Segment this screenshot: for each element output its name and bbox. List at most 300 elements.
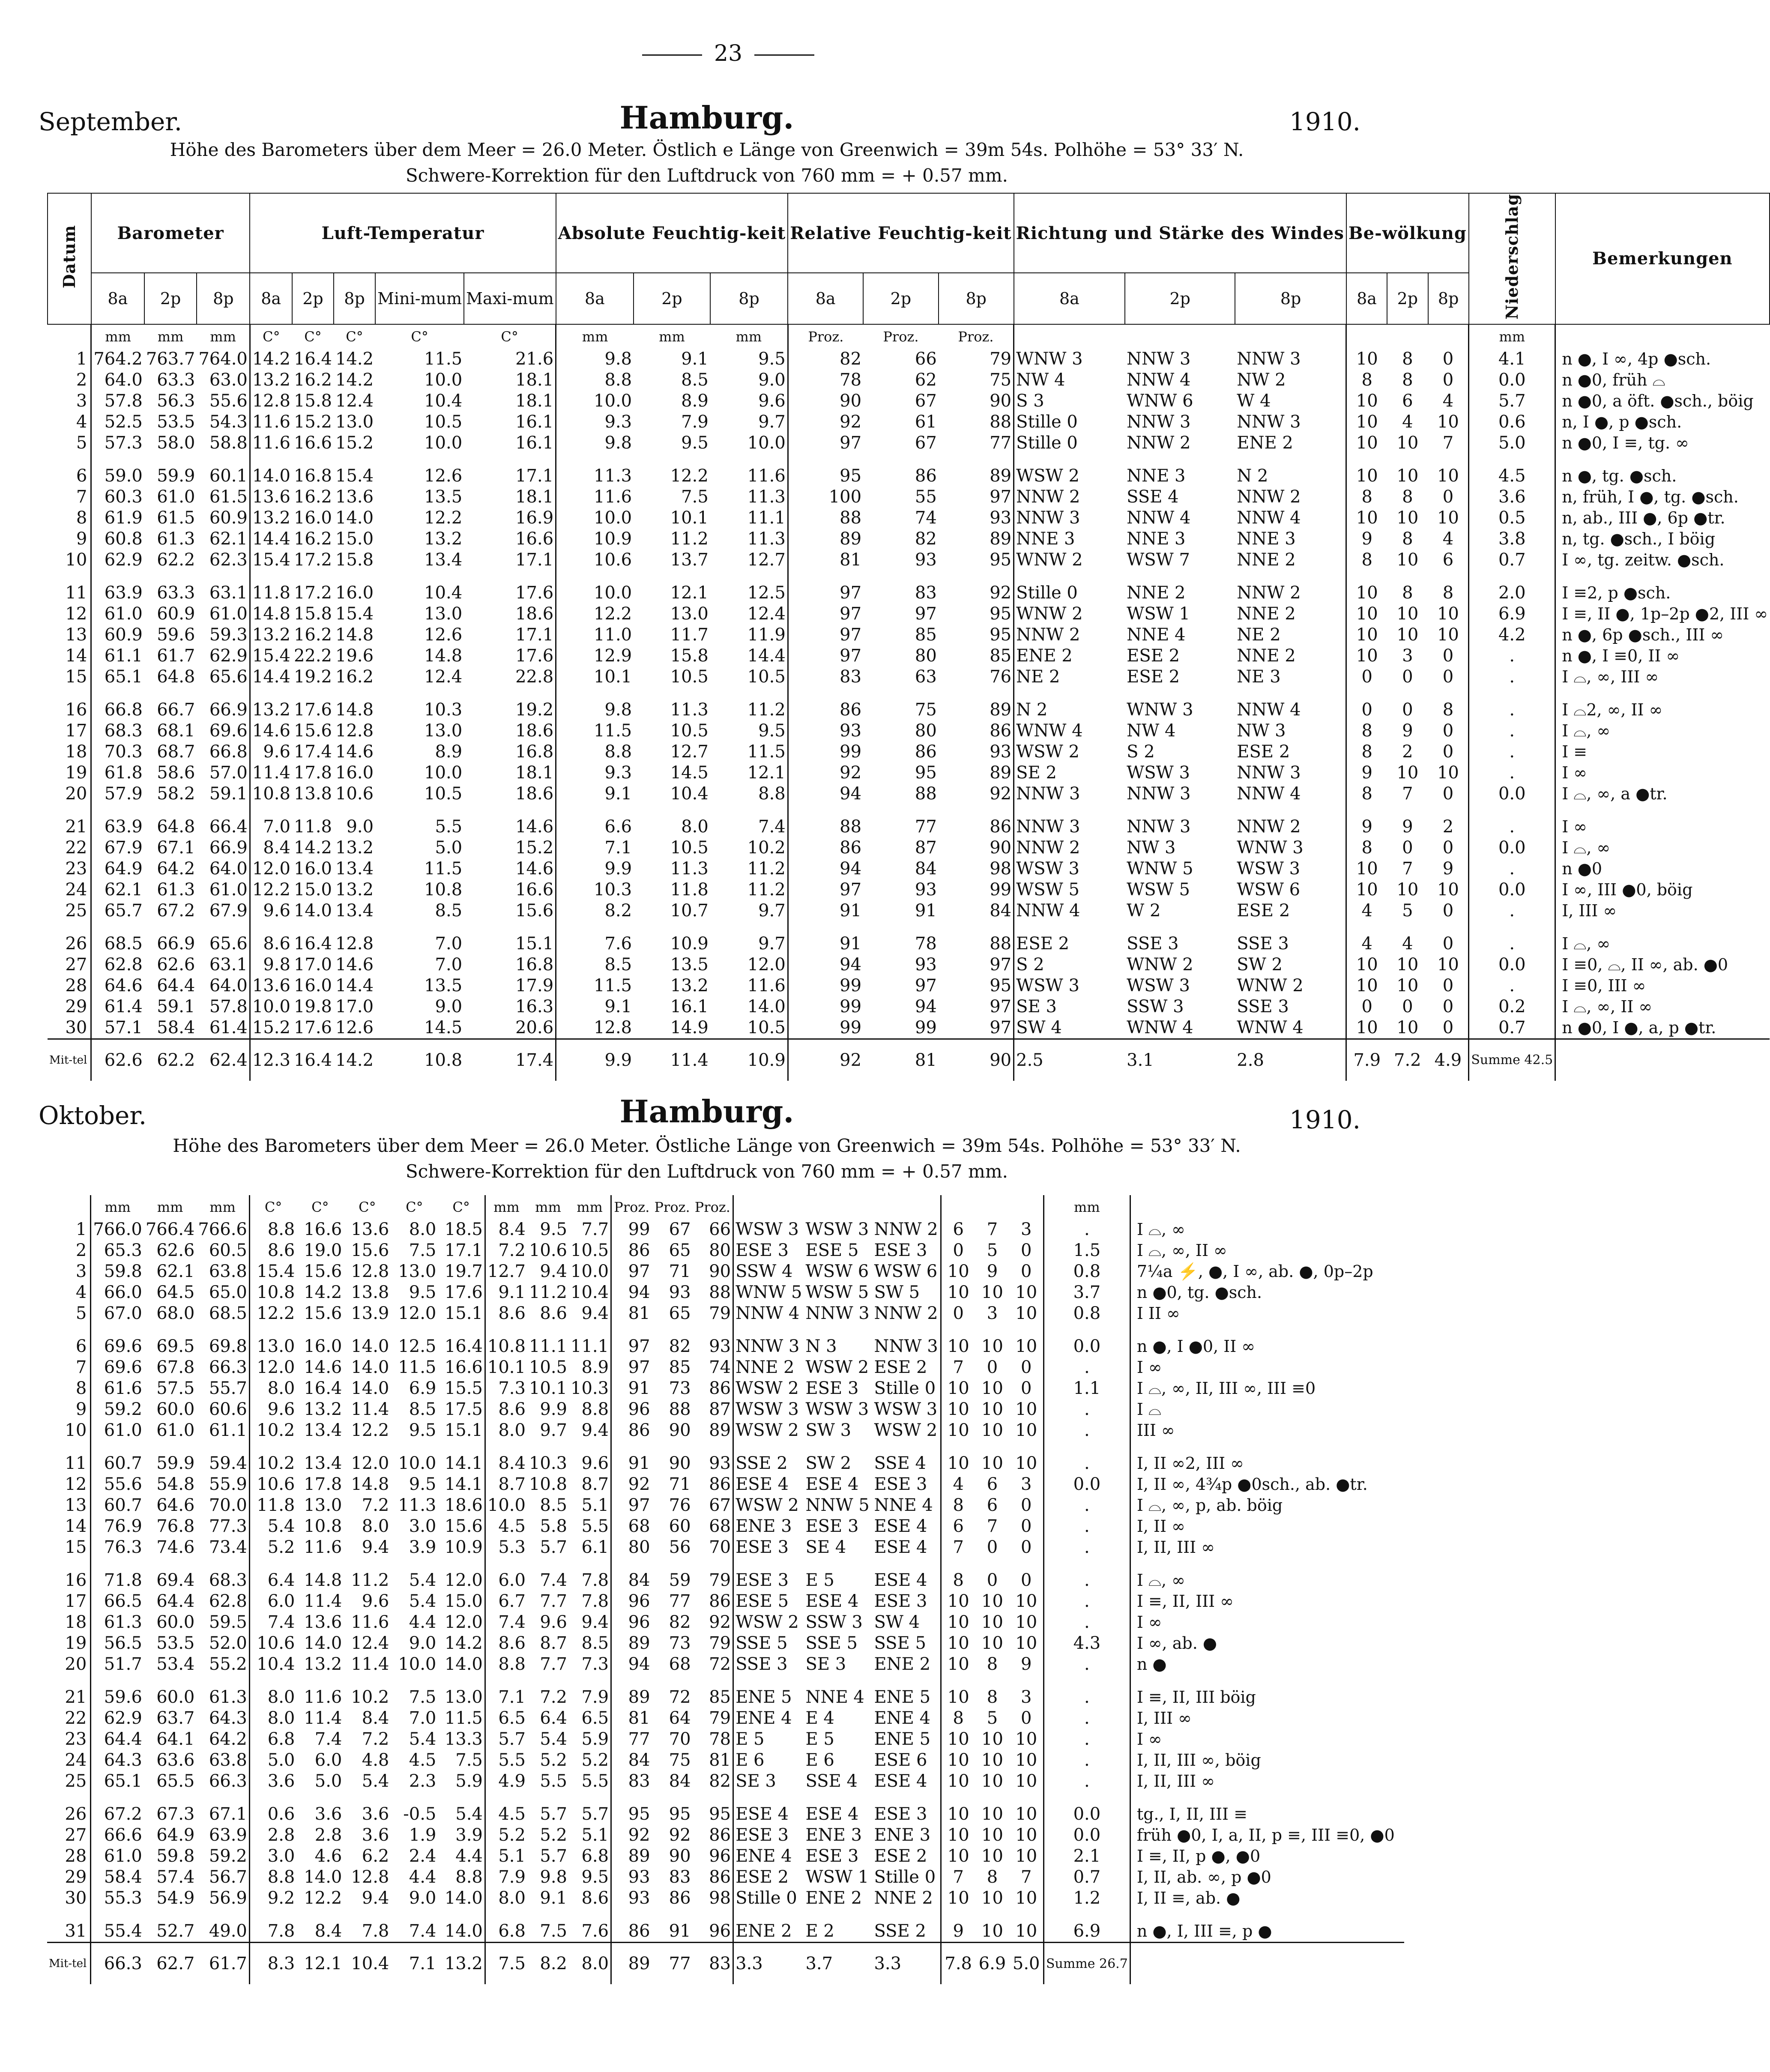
table-row <box>47 1570 1404 1591</box>
value-cell: 11.2 <box>351 1570 389 1590</box>
value-cell: 7 <box>1402 783 1413 804</box>
value-cell: 86 <box>709 1591 731 1611</box>
value-cell: 15.1 <box>515 933 554 954</box>
value-cell: 10.5 <box>747 1017 786 1037</box>
value-cell: 5.2 <box>540 1825 567 1845</box>
gap-cell <box>47 1324 91 1336</box>
value-cell: 12.6 <box>424 625 463 645</box>
mean-cell: 62.2 <box>144 1039 197 1081</box>
value-cell: E 6 <box>733 1750 804 1771</box>
gap-cell <box>872 1909 941 1921</box>
gap-cell <box>652 1909 693 1921</box>
remark-cell: I ≡, II, p ●, ●0 <box>1130 1846 1404 1867</box>
value-cell: 10 <box>941 1282 975 1303</box>
value-cell: 10 <box>1015 1921 1037 1941</box>
value-cell: 60 <box>669 1516 691 1536</box>
value-cell: 15.0 <box>444 1591 483 1611</box>
value-cell: 9.8 <box>556 349 634 370</box>
table-row <box>48 391 1770 412</box>
value-cell: 0 <box>1402 700 1413 720</box>
value-cell: 64 <box>669 1708 691 1728</box>
value-cell: 2 <box>1402 741 1413 762</box>
gap-cell <box>652 1324 693 1336</box>
value-cell: 5 <box>1402 900 1413 921</box>
table-row <box>48 900 1770 921</box>
table-row <box>47 1282 1404 1303</box>
value-cell: 0.5 <box>1469 508 1555 529</box>
gap-cell <box>872 1675 941 1687</box>
gap-cell <box>1235 454 1346 466</box>
mean-cell: 92 <box>788 1039 863 1081</box>
value-cell: 60.0 <box>156 1687 195 1707</box>
sub-2p: 2p <box>1125 273 1235 324</box>
value-cell: 14.5 <box>670 762 709 783</box>
value-cell: 66.7 <box>157 700 195 720</box>
value-cell: 10 <box>981 1750 1003 1770</box>
value-cell: ESE 3 <box>874 1474 927 1494</box>
value-cell: 7.4 <box>249 1612 296 1633</box>
value-cell: 59.1 <box>157 996 195 1017</box>
gap-cell <box>788 688 863 700</box>
value-cell: ENE 4 <box>733 1846 804 1867</box>
value-cell: 91 <box>611 1378 652 1399</box>
remark-cell: n, tg. ●sch., I böig <box>1555 529 1770 550</box>
value-cell: 80 <box>915 721 937 741</box>
gap-cell <box>872 1441 941 1453</box>
value-cell: 11.8 <box>670 879 709 900</box>
value-cell: 8 <box>987 1867 998 1887</box>
value-cell: 2 <box>1442 816 1454 837</box>
value-cell: 7.2 <box>485 1240 527 1261</box>
value-cell: 0.0 <box>1043 1804 1130 1825</box>
value-cell: SW 4 <box>874 1612 920 1632</box>
remark-cell: I ∞ <box>1555 816 1770 837</box>
value-cell: 7.5 <box>681 487 709 507</box>
gap-cell <box>1125 571 1235 583</box>
table-row <box>47 1921 1404 1943</box>
gap-cell <box>196 1441 249 1453</box>
gap-cell <box>144 1558 197 1570</box>
value-cell: 9.6 <box>581 1453 609 1473</box>
value-cell: 67 <box>669 1220 691 1239</box>
table-row <box>48 550 1770 571</box>
value-cell: 62.3 <box>209 550 248 570</box>
value-cell: 10 <box>981 1846 1003 1866</box>
value-cell: 16.8 <box>293 466 332 486</box>
day-cell: 11 <box>65 583 87 603</box>
value-cell: 62.1 <box>91 879 144 900</box>
value-cell: 0 <box>1442 783 1454 804</box>
value-cell: 10 <box>941 1453 975 1474</box>
value-cell: 14.4 <box>250 529 292 550</box>
table-row <box>47 1495 1404 1516</box>
gap-cell <box>652 1792 693 1804</box>
value-cell: 9.5 <box>581 1867 609 1887</box>
value-cell: 8.6 <box>250 933 292 954</box>
value-cell: 10 <box>1396 550 1419 570</box>
value-cell: 9 <box>987 1262 998 1281</box>
value-cell: 14.2 <box>335 349 374 369</box>
value-cell: 83 <box>611 1771 652 1792</box>
value-cell: 8.8 <box>455 1867 483 1887</box>
unit-cell: Proz. <box>958 328 994 345</box>
value-cell: 8.8 <box>556 741 634 762</box>
value-cell: 13.6 <box>335 487 374 507</box>
value-cell: 80 <box>915 646 937 666</box>
value-cell: SSE 3 <box>733 1654 804 1675</box>
value-cell: 61.3 <box>91 1612 144 1633</box>
value-cell: 54.8 <box>156 1474 195 1494</box>
value-cell: 56 <box>669 1537 691 1557</box>
value-cell: 0.7 <box>1469 550 1555 571</box>
value-cell: 4.2 <box>1469 625 1555 646</box>
value-cell: 7.9 <box>485 1867 527 1888</box>
value-cell: 12.0 <box>250 858 292 879</box>
value-cell: 1.5 <box>1043 1240 1130 1261</box>
unit-cell: C° <box>411 328 428 345</box>
value-cell: ESE 3 <box>874 1241 927 1260</box>
value-cell: 10 <box>941 1591 975 1612</box>
value-cell: E 2 <box>805 1921 834 1941</box>
value-cell: WNW 5 <box>1127 858 1193 879</box>
day-cell: 1 <box>75 1220 87 1239</box>
value-cell: 57.9 <box>91 783 144 804</box>
value-cell: 10.7 <box>670 900 709 921</box>
unit-row <box>48 324 1770 349</box>
remark-cell: I ≡, II ●, 1p–2p ●2, III ∞ <box>1555 604 1770 625</box>
value-cell: 17.4 <box>293 741 332 762</box>
value-cell: 10.2 <box>249 1453 296 1474</box>
value-cell: 5.5 <box>485 1750 527 1771</box>
unit-cell: mm <box>1469 324 1555 349</box>
sub-8a: 8a <box>788 273 863 324</box>
value-cell: 60.9 <box>157 604 195 624</box>
value-cell: 6 <box>987 1474 998 1494</box>
value-cell: 64.2 <box>157 858 195 879</box>
gap-cell <box>334 571 375 583</box>
value-cell: 9 <box>1020 1654 1032 1674</box>
value-cell: 3.7 <box>1043 1282 1130 1303</box>
value-cell: 67.8 <box>156 1357 195 1377</box>
value-cell: 9.7 <box>540 1420 567 1440</box>
value-cell: 10 <box>941 1420 975 1441</box>
value-cell: 3.6 <box>249 1771 296 1792</box>
value-cell: 16.0 <box>304 1336 342 1356</box>
gap-cell <box>1014 688 1125 700</box>
day-cell: 27 <box>65 954 87 975</box>
value-cell: 91 <box>611 1453 652 1474</box>
remark-cell: n ●, I ●0, II ∞ <box>1130 1336 1404 1357</box>
unit-cell <box>1130 1195 1404 1219</box>
value-cell: 95 <box>990 975 1012 996</box>
gap-cell <box>872 1324 941 1336</box>
value-cell: ESE 3 <box>733 1825 804 1846</box>
gap-cell <box>197 688 250 700</box>
value-cell: 10 <box>981 1378 1003 1398</box>
value-cell: 97 <box>990 487 1012 507</box>
value-cell: 62.2 <box>157 550 195 570</box>
gap-cell <box>1235 804 1346 816</box>
value-cell: 6.4 <box>249 1570 296 1591</box>
table-row <box>48 783 1770 804</box>
remark-cell: I ≡, II, III böig <box>1130 1687 1404 1708</box>
value-cell: 8.0 <box>362 1516 389 1536</box>
value-cell: NW 4 <box>1014 370 1125 391</box>
day-cell: 25 <box>65 900 87 921</box>
value-cell: WSW 3 <box>805 1399 869 1419</box>
value-cell: NNW 2 <box>874 1220 938 1239</box>
value-cell: 10 <box>941 1687 975 1708</box>
value-cell: 13.4 <box>424 550 463 570</box>
value-cell: 14.0 <box>335 508 374 528</box>
table-row <box>48 741 1770 762</box>
value-cell: 95 <box>788 466 863 487</box>
value-cell: 11.1 <box>747 508 786 528</box>
value-cell: NNW 2 <box>874 1304 938 1323</box>
value-cell: 8.0 <box>409 1220 437 1239</box>
value-cell: 88 <box>709 1283 731 1302</box>
value-cell: ESE 3 <box>805 1516 859 1536</box>
value-cell: SE 3 <box>805 1654 846 1674</box>
value-cell: NNW 3 <box>1127 412 1191 432</box>
value-cell: 60.7 <box>91 1453 144 1474</box>
value-cell: 7.0 <box>250 816 292 837</box>
gap-cell <box>710 921 788 933</box>
table-row <box>47 1888 1404 1909</box>
table-row <box>48 349 1770 370</box>
remark-cell: n ●0 <box>1555 858 1770 879</box>
value-cell: 85 <box>990 646 1012 666</box>
value-cell: 10.2 <box>747 837 786 858</box>
value-cell: 96 <box>709 1921 731 1941</box>
value-cell: 17.6 <box>515 583 554 603</box>
value-cell: 10.0 <box>556 508 634 529</box>
value-cell: 10 <box>941 1261 975 1282</box>
gap-cell <box>438 1441 485 1453</box>
mean-cell: 3.7 <box>804 1943 872 1985</box>
value-cell: 9.6 <box>758 391 786 411</box>
value-cell: 14.0 <box>304 1867 342 1887</box>
value-cell: 13.8 <box>351 1283 389 1302</box>
value-cell: 0.0 <box>1469 783 1555 804</box>
gap-cell <box>375 454 464 466</box>
value-cell: 12.6 <box>335 1017 374 1037</box>
value-cell: ESE 4 <box>805 1591 859 1611</box>
value-cell: NNW 4 <box>1127 508 1191 528</box>
value-cell: 14.0 <box>304 1633 342 1653</box>
value-cell: 0 <box>941 1240 975 1261</box>
value-cell: 9.4 <box>540 1262 567 1281</box>
value-cell: 18.1 <box>515 762 554 783</box>
value-cell: 5.4 <box>409 1591 437 1611</box>
value-cell: 57.0 <box>209 762 248 783</box>
value-cell: 3 <box>1020 1687 1032 1707</box>
value-cell: 74 <box>915 508 937 528</box>
sub-8p: 8p <box>710 273 788 324</box>
mean-cell: 6.9 <box>975 1943 1009 1985</box>
value-cell: 10 <box>1396 1017 1419 1037</box>
value-cell: 61.0 <box>91 1420 144 1441</box>
value-cell: 63.0 <box>209 370 248 390</box>
value-cell: 61.3 <box>209 1687 247 1707</box>
unit-cell: mm <box>556 324 634 349</box>
value-cell: ESE 3 <box>733 1537 804 1558</box>
value-cell: 16.0 <box>293 858 332 879</box>
table-row <box>48 604 1770 625</box>
value-cell: 16.0 <box>335 762 374 783</box>
gap-cell <box>464 804 556 816</box>
value-cell: 10 <box>941 1750 975 1771</box>
value-cell: 11.6 <box>351 1612 389 1632</box>
value-cell: 8 <box>1346 550 1387 571</box>
day-cell: 4 <box>75 1283 87 1302</box>
value-cell: 61.4 <box>91 996 144 1017</box>
value-cell: 61.5 <box>157 508 195 528</box>
value-cell: 9.0 <box>346 816 374 837</box>
value-cell: 59.9 <box>157 466 195 486</box>
value-cell: 12.7 <box>670 741 709 762</box>
value-cell: 7.5 <box>409 1241 437 1260</box>
gap-cell <box>652 1675 693 1687</box>
value-cell: 0.0 <box>1469 879 1555 900</box>
value-cell: 10.8 <box>424 879 463 900</box>
value-cell: 6.9 <box>1043 1921 1130 1943</box>
value-cell: 7.2 <box>362 1495 389 1515</box>
value-cell: 6 <box>1402 391 1413 411</box>
value-cell: 84 <box>990 900 1012 921</box>
value-cell: 11.3 <box>670 700 709 720</box>
value-cell: 11.6 <box>556 487 634 508</box>
value-cell: 55.6 <box>91 1474 144 1495</box>
value-cell: 63.7 <box>156 1708 195 1728</box>
mean-cell: 62.6 <box>91 1039 144 1081</box>
value-cell: 764.2 <box>91 349 144 370</box>
value-cell: 11.1 <box>529 1336 567 1356</box>
gap-cell <box>1043 1792 1130 1804</box>
value-cell: 97 <box>611 1357 652 1378</box>
gravity-correction-oktober: Schwere-Korrektion für den Luftdruck von 760 mm = + 0.57 mm. <box>405 1161 1008 1182</box>
gap-cell <box>485 1675 527 1687</box>
value-cell: 66.6 <box>91 1825 144 1846</box>
value-cell: NNW 3 <box>805 1304 870 1323</box>
value-cell: 13.4 <box>304 1420 342 1440</box>
value-cell: 10 <box>1346 954 1387 975</box>
value-cell: 11.7 <box>670 625 709 645</box>
value-cell: 10 <box>1346 646 1387 667</box>
value-cell: 16.6 <box>515 879 554 900</box>
value-cell: 15.2 <box>293 412 332 432</box>
mean-cell: 61.7 <box>196 1943 249 1985</box>
value-cell: 86 <box>709 1867 731 1887</box>
value-cell: 17.8 <box>304 1474 342 1494</box>
gap-cell <box>292 571 334 583</box>
table-row <box>47 1516 1404 1537</box>
value-cell: 16.4 <box>444 1336 483 1356</box>
value-cell: 86 <box>611 1921 652 1943</box>
value-cell: 67.1 <box>157 837 195 858</box>
value-cell: 9.7 <box>758 933 786 954</box>
value-cell: 10.0 <box>398 1453 437 1473</box>
value-cell: 5.4 <box>540 1729 567 1749</box>
value-cell: 15.8 <box>293 391 332 411</box>
remark-cell: I ⌓, ∞, II, III ∞, III ≡0 <box>1130 1378 1404 1399</box>
value-cell: 93 <box>611 1867 652 1888</box>
value-cell: ENE 2 <box>1014 646 1125 667</box>
value-cell: 10.1 <box>529 1378 567 1398</box>
value-cell: 97 <box>788 625 863 646</box>
value-cell: 8 <box>1402 583 1413 603</box>
value-cell: 14.6 <box>335 741 374 762</box>
value-cell: 60.3 <box>91 487 144 508</box>
value-cell: 9 <box>1402 816 1413 837</box>
sub-2p: 2p <box>634 273 710 324</box>
gap-cell <box>249 1558 296 1570</box>
value-cell: 68 <box>611 1516 652 1537</box>
value-cell: 2.8 <box>249 1825 296 1846</box>
value-cell: . <box>1469 900 1555 921</box>
gap-cell <box>975 1792 1009 1804</box>
value-cell: 51.7 <box>91 1654 144 1675</box>
value-cell: 90 <box>788 391 863 412</box>
value-cell: WNW 2 <box>1127 954 1193 975</box>
value-cell: 8.9 <box>681 391 709 411</box>
gap-cell <box>1125 454 1235 466</box>
value-cell: WSW 3 <box>805 1220 869 1239</box>
value-cell: 8.4 <box>362 1708 389 1728</box>
value-cell: 10 <box>941 1888 975 1909</box>
mean-cell: 10.8 <box>375 1039 464 1081</box>
mean-cell: 8.3 <box>249 1943 296 1985</box>
value-cell: 0.0 <box>1469 954 1555 975</box>
value-cell: 62.8 <box>91 954 144 975</box>
gap-cell <box>941 1324 975 1336</box>
mean-cell: 7.1 <box>391 1943 438 1985</box>
value-cell: 10 <box>1015 1399 1037 1419</box>
gap-cell <box>527 1441 569 1453</box>
value-cell: 95 <box>669 1804 691 1824</box>
table-row <box>48 646 1770 667</box>
value-cell: 8 <box>1346 837 1387 858</box>
gap-cell <box>1009 1792 1043 1804</box>
gap-cell <box>634 454 710 466</box>
value-cell: 93 <box>915 550 937 570</box>
value-cell: 4.3 <box>1043 1633 1130 1654</box>
value-cell: NE 3 <box>1237 667 1281 687</box>
value-cell: 93 <box>709 1453 731 1473</box>
value-cell: NNW 3 <box>1127 783 1191 804</box>
unit-cell: mm <box>1043 1195 1130 1219</box>
value-cell: 17.6 <box>444 1283 483 1302</box>
value-cell: 16.3 <box>515 996 554 1017</box>
value-cell: 88 <box>990 933 1012 954</box>
value-cell: 8.4 <box>314 1921 342 1941</box>
value-cell: 3.6 <box>362 1804 389 1824</box>
remark-cell: I ⌓, ∞ <box>1130 1219 1404 1240</box>
value-cell: 59.0 <box>91 466 144 487</box>
value-cell: 5.5 <box>581 1771 609 1791</box>
value-cell: 14.2 <box>444 1633 483 1653</box>
gap-cell <box>375 688 464 700</box>
value-cell: ESE 4 <box>733 1804 804 1825</box>
value-cell: 15.6 <box>351 1241 389 1260</box>
value-cell: 8 <box>1402 529 1413 549</box>
value-cell: 59 <box>669 1570 691 1590</box>
value-cell: 10 <box>1015 1729 1037 1749</box>
value-cell: 10 <box>1015 1612 1037 1632</box>
table-row <box>47 1261 1404 1282</box>
value-cell: 13.2 <box>250 508 292 529</box>
value-cell: 13.0 <box>444 1687 483 1707</box>
